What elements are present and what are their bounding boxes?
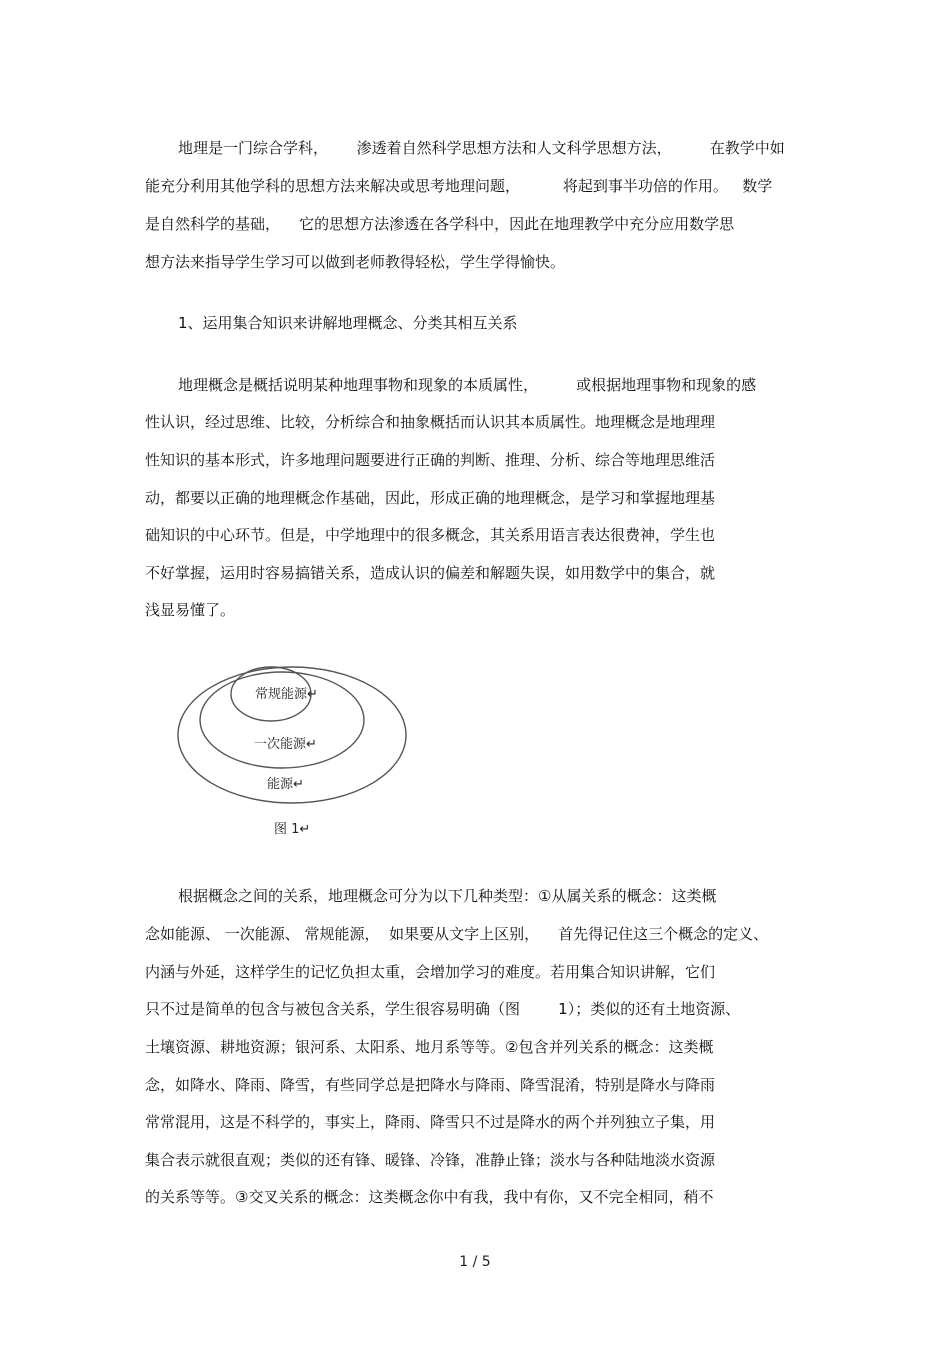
inner-set-label: 常规能源↵ (255, 687, 318, 702)
paragraph1-line-4: 想方法来指导学生学习可以做到老师教得轻松，学生学得愉快。 (145, 253, 566, 271)
paragraph3-line-8: 集合表示就很直观；类似的还有锋、暖锋、冷锋，准静止锋；淡水与各种陆地淡水资源 (145, 1151, 716, 1169)
paragraph3-line-1: 根据概念之间的关系，地理概念可分为以下几种类型：①从属关系的概念：这类概 (178, 887, 717, 905)
paragraph3-line-3: 内涵与外延，这样学生的记忆负担太重，会增加学习的难度。若用集合知识讲解，它们 (145, 963, 716, 981)
outer-set-label: 能源↵ (267, 777, 304, 792)
paragraph1-line-1: 地理是一门综合学科， 渗透着自然科学思想方法和人文科学思想方法， 在教学中如 (178, 139, 785, 157)
paragraph3-line-7: 常常混用，这是不科学的，事实上，降雨、降雪只不过是降水的两个并列独立子集，用 (145, 1113, 716, 1131)
paragraph2-line-4: 动，都要以正确的地理概念作基础，因此，形成正确的地理概念，是学习和掌握地理基 (145, 489, 716, 507)
paragraph2-line-3: 性知识的基本形式，许多地理问题要进行正确的判断、推理、分析、综合等地理思维活 (145, 451, 716, 469)
figure-energy-sets (175, 664, 415, 814)
paragraph2-line-1: 地理概念是概括说明某种地理事物和现象的本质属性， 或根据地理事物和现象的感 (178, 376, 757, 394)
paragraph1-line-2: 能充分利用其他学科的思想方法来解决或思考地理问题， 将起到事半功倍的作用。 数学 (145, 177, 773, 195)
nested-sets-diagram (175, 664, 415, 814)
page-number: 1 / 5 (459, 1254, 491, 1270)
paragraph1-line-3: 是自然科学的基础， 它的思想方法渗透在各学科中，因此在地理教学中充分应用数学思 (145, 215, 735, 233)
paragraph2-line-7: 浅显易懂了。 (145, 601, 236, 619)
paragraph3-line-2: 念如能源、 一次能源、 常规能源， 如果要从文字上区别， 首先得记住这三个概念的定义、 (145, 925, 769, 943)
figure-caption: 图 1↵ (274, 822, 311, 837)
paragraph2-line-5: 础知识的中心环节。但是，中学地理中的很多概念，其关系用语言表达很费神，学生也 (145, 526, 716, 544)
paragraph2-line-2: 性认识，经过思维、比较，分析综合和抽象概括而认识其本质属性。地理概念是地理理 (145, 413, 716, 431)
paragraph3-line-5: 土壤资源、耕地资源；银河系、太阳系、地月系等等。②包含并列关系的概念：这类概 (145, 1038, 714, 1056)
paragraph3-line-6: 念，如降水、降雨、降雪，有些同学总是把降水与降雨、降雪混淆，特别是降水与降雨 (145, 1076, 716, 1094)
section-heading: 1、运用集合知识来讲解地理概念、分类其相互关系 (178, 314, 518, 332)
paragraph3-line-9: 的关系等等。③交叉关系的概念：这类概念你中有我，我中有你，又不完全相同，稍不 (145, 1188, 714, 1206)
paragraph2-line-6: 不好掌握，运用时容易搞错关系，造成认识的偏差和解题失误，如用数学中的集合，就 (145, 564, 716, 582)
paragraph3-line-4: 只不过是简单的包含与被包含关系，学生很容易明确（图 1）；类似的还有土地资源、 (145, 1000, 741, 1018)
middle-set-label: 一次能源↵ (254, 737, 317, 752)
